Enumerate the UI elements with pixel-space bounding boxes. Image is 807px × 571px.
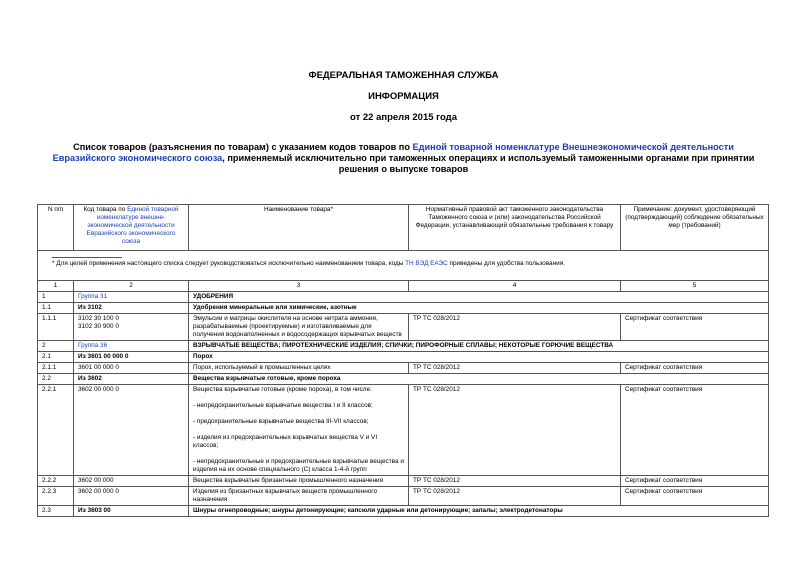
- table-row: [38, 303, 769, 314]
- row-name: Изделия из бризантных взрывчатых веществ промышленного назначения: [189, 487, 409, 506]
- row-num: 2.2.1: [38, 385, 74, 476]
- row-name-line: - предохранительные взрывчатые вещества III-VII классов;: [193, 418, 369, 425]
- row-note: Сертификат соответствия: [621, 314, 769, 341]
- row-norm: ТР ТС 028/2012: [409, 314, 621, 341]
- footnote-separator: [52, 257, 122, 258]
- row-norm: ТР ТС 028/2012: [409, 487, 621, 506]
- row-num: 1.1.1: [38, 314, 74, 341]
- header-note: Примечание: документ, удостоверяющий (подтверждающий) соблюдение обязательных мер (требований): [621, 205, 769, 251]
- title-text-start: Список товаров (разъяснения по товарам) с указанием кодов товаров по: [73, 142, 413, 152]
- row-num: 2.3: [38, 506, 74, 517]
- footnote-row: [38, 251, 769, 281]
- col-number: 4: [409, 281, 621, 292]
- row-num: 2.2.3: [38, 487, 74, 506]
- row-num: 2.2: [38, 374, 74, 385]
- row-norm: ТР ТС 028/2012: [409, 385, 621, 476]
- table-row: [38, 506, 769, 517]
- title-text-end: , применяемый исключительно при таможенных операциях и используемый таможенными органами при принятии решения о выпуске товаров: [222, 153, 755, 174]
- row-num: 1: [38, 292, 74, 303]
- table-row: [38, 487, 769, 506]
- row-code: Из 3602: [74, 374, 189, 385]
- row-code-line: 3102 30 100 0: [78, 315, 119, 322]
- table-row: [38, 476, 769, 487]
- group-link[interactable]: Группа 36: [74, 341, 189, 352]
- eaeu-nomenclature-link[interactable]: Единой товарной номенклатуре Внешнеэкономической деятельности Евразийского экономического союза: [52, 142, 734, 163]
- table-row: [38, 341, 769, 352]
- row-name: Вещества взрывчатые готовые, кроме пороха: [189, 374, 769, 385]
- row-note: Сертификат соответствия: [621, 363, 769, 374]
- group-link[interactable]: Группа 31: [74, 292, 189, 303]
- row-name: Удобрения минеральные или химические, азотные: [189, 303, 769, 314]
- row-code: Из 3102: [74, 303, 189, 314]
- row-note: Сертификат соответствия: [621, 476, 769, 487]
- row-code: 3601 00 000 0: [74, 363, 189, 374]
- header-name: Наименование товара*: [189, 205, 409, 251]
- footnote-text-start: * Для целей применения настоящего списка следует руководствоваться исключительно наименованием товара, коды: [52, 260, 406, 267]
- row-name: Шнуры огнепроводные; шнуры детонирующие; капсюли ударные или детонирующие; запалы; электродетонаторы: [189, 506, 769, 517]
- row-num: 2.1: [38, 352, 74, 363]
- row-norm: ТР ТС 028/2012: [409, 363, 621, 374]
- row-num: 1.1: [38, 303, 74, 314]
- table-row: [38, 292, 769, 303]
- document-date: от 22 апреля 2015 года: [350, 112, 457, 123]
- header-code-link[interactable]: Единой товарной номенклатуре внешне-экономической деятельности Евразийского экономического союза: [86, 206, 179, 245]
- column-numbers-row: [38, 281, 769, 292]
- row-num: 2.2.2: [38, 476, 74, 487]
- footnote-text-end: приведены для удобства пользования.: [447, 260, 565, 267]
- row-name-line: - непредохранительные взрывчатые вещества I и II классов;: [193, 402, 373, 409]
- col-number: 1: [38, 281, 74, 292]
- header-code-prefix: Код товара по: [83, 206, 128, 213]
- row-norm: ТР ТС 028/2012: [409, 476, 621, 487]
- row-num: 2: [38, 341, 74, 352]
- header-norm: Нормативный правовой акт таможенного законодательства Таможенного союза и (или) законодательства Российской Федерации, устанавливающий обязательные требования к товару: [409, 205, 621, 251]
- row-code: 3602 00 000 0: [74, 385, 189, 476]
- header-code: [74, 205, 189, 251]
- row-code: [74, 314, 189, 341]
- row-name-line: - непредохранительные и предохранительные взрывчатые вещества и изделия на их основе специального (С) класса 1-4-й групп: [193, 458, 404, 473]
- footnote: [38, 251, 769, 281]
- table-row: [38, 374, 769, 385]
- row-name: УДОБРЕНИЯ: [189, 292, 769, 303]
- tnved-link[interactable]: ТН ВЭД ЕАЭС: [405, 260, 448, 267]
- table-row: [38, 363, 769, 374]
- row-code-line: 3102 30 900 0: [78, 323, 119, 330]
- row-note: Сертификат соответствия: [621, 487, 769, 506]
- document-title: [45, 142, 762, 175]
- row-code: 3602 00 000: [74, 476, 189, 487]
- row-name-line: Вещества взрывчатые готовые (кроме пороха), в том числе:: [193, 386, 372, 393]
- col-number: 3: [189, 281, 409, 292]
- table-row: [38, 385, 769, 476]
- goods-table: [37, 204, 769, 517]
- col-number: 5: [621, 281, 769, 292]
- agency-heading: ФЕДЕРАЛЬНАЯ ТАМОЖЕННАЯ СЛУЖБА: [308, 70, 499, 81]
- col-number: 2: [74, 281, 189, 292]
- document-type-heading: ИНФОРМАЦИЯ: [368, 91, 439, 102]
- table-row: [38, 314, 769, 341]
- row-name-line: - изделия из предохранительных взрывчатых вещества V и VI классов;: [193, 434, 378, 449]
- header-num: N п/п: [38, 205, 74, 251]
- table-header-row: [38, 205, 769, 251]
- row-code: Из 3603 00: [74, 506, 189, 517]
- row-code: Из 3601 00 000 0: [74, 352, 189, 363]
- row-num: 2.1.1: [38, 363, 74, 374]
- row-name: ВЗРЫВЧАТЫЕ ВЕЩЕСТВА; ПИРОТЕХНИЧЕСКИЕ ИЗДЕЛИЯ; СПИЧКИ; ПИРОФОРНЫЕ СПЛАВЫ; НЕКОТОРЫЕ ГОРЮЧИЕ ВЕЩЕСТВА: [189, 341, 769, 352]
- row-name: Вещества взрывчатые бризантные промышленного назначения: [189, 476, 409, 487]
- row-name: Порох: [189, 352, 769, 363]
- table-row: [38, 352, 769, 363]
- row-name: [189, 385, 409, 476]
- row-name: Порох, используемый в промышленных целях: [189, 363, 409, 374]
- row-name: Эмульсии и матрицы окислителя на основе нитрата аммония, разрабатываемые (проектируемые) и изготавливаемые для получения водонаполненных и водосодержащих взрывчатых веществ: [189, 314, 409, 341]
- row-note: Сертификат соответствия: [621, 385, 769, 476]
- row-code: 3602 00 000 0: [74, 487, 189, 506]
